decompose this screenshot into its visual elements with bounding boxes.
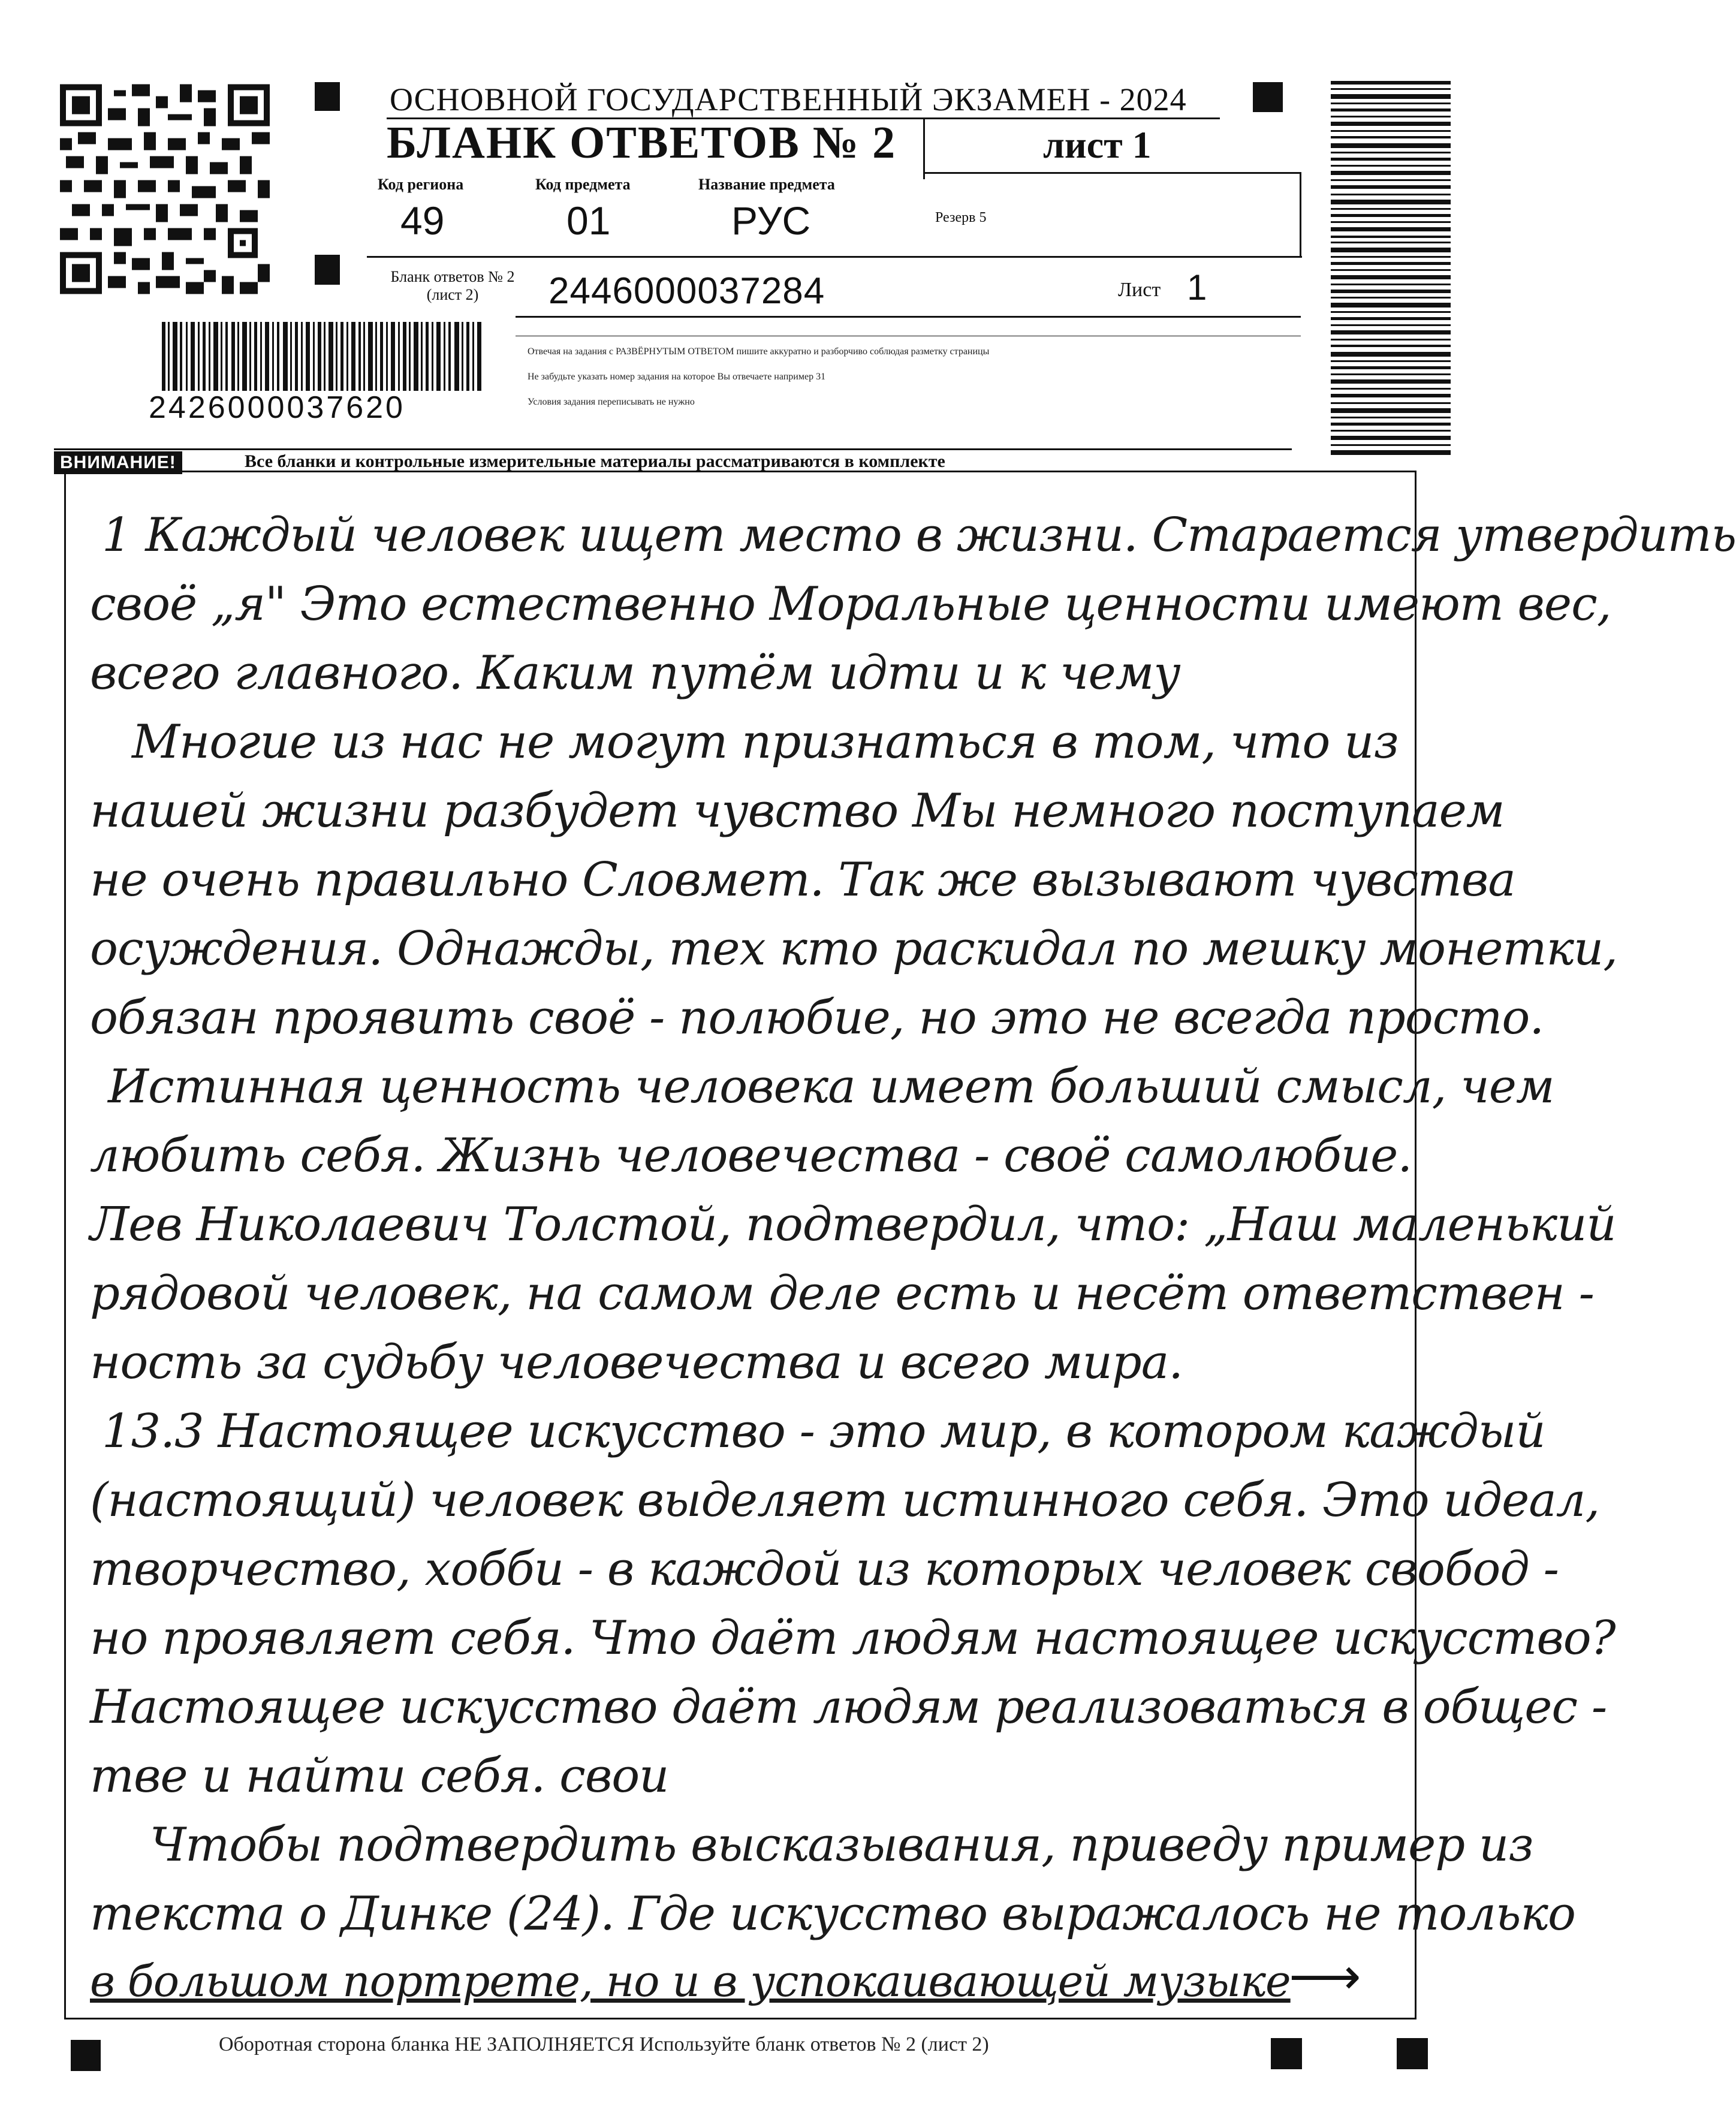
header-row-line xyxy=(367,256,1302,258)
blank-number: 2446000037284 xyxy=(548,270,825,312)
list-label: Лист xyxy=(1118,279,1161,301)
instruction-line-2: Не забудьте указать номер задания на которое Вы отвечаете например 31 xyxy=(528,372,826,382)
subject-name-label: Название предмета xyxy=(698,176,835,193)
answer-line-2: своё „я" Это естественно Моральные ценности имеют вес, xyxy=(90,577,1611,631)
answer-line-21: текста о Динке (24). Где искусство выражалось не только xyxy=(90,1887,1575,1941)
answer-line-9: Истинная ценность человека имеет больший смысл, чем xyxy=(108,1060,1554,1114)
barcode-left xyxy=(162,322,486,391)
header-divider-horizontal xyxy=(923,172,1301,174)
continue-arrow-icon: ⟶ xyxy=(1289,1947,1361,2006)
list-number: 1 xyxy=(1187,267,1207,308)
answer-line-10: любить себя. Жизнь человечества - своё самолюбие. xyxy=(90,1129,1412,1183)
answer-line-4: Многие из нас не могут признаться в том, что из xyxy=(132,715,1399,769)
answer-line-13: ность за судьбу человечества и всего мира. xyxy=(90,1336,1183,1389)
exam-title: ОСНОВНОЙ ГОСУДАРСТВЕННЫЙ ЭКЗАМЕН - 2024 xyxy=(390,82,1187,117)
answer-area xyxy=(64,471,1736,2019)
subject-name-value: РУС xyxy=(731,198,811,243)
answer-line-15: (настоящий) человек выделяет истинного себя. Это идеал, xyxy=(90,1473,1600,1527)
answer-line-5: нашей жизни разбудет чувство Мы немного поступаем xyxy=(90,784,1505,838)
answer-line-16: творчество, хобби - в каждой из которых человек свобод - xyxy=(90,1542,1559,1596)
region-code-label: Код региона xyxy=(378,176,464,193)
blank-number-underline xyxy=(516,316,1301,318)
attention-tag: ВНИМАНИЕ! xyxy=(54,451,182,474)
header-divider-vertical-2 xyxy=(1300,172,1301,256)
answer-line-12: рядовой человек, на самом деле есть и несёт ответствен - xyxy=(90,1267,1594,1321)
answer-line-20: Чтобы подтвердить высказывания, приведу пример из xyxy=(150,1818,1533,1872)
answer-line-6: не очень правильно Словмет. Так же вызывают чувства xyxy=(90,853,1515,907)
region-code-value: 49 xyxy=(400,198,445,243)
barcode-right xyxy=(1331,81,1451,459)
answer-line-11: Лев Николаевич Толстой, подтвердил, что: „Наш маленький xyxy=(90,1198,1616,1252)
registration-marker-bottom-right-2 xyxy=(1397,2038,1428,2069)
answer-line-1: 1 Каждый человек ищет место в жизни. Старается утвердить xyxy=(102,508,1736,562)
blank-title: БЛАНК ОТВЕТОВ № 2 xyxy=(387,117,897,168)
barcode-number: 2426000037620 xyxy=(149,390,405,425)
blank-number-label-line2: (лист 2) xyxy=(426,286,479,303)
subject-code-label: Код предмета xyxy=(535,176,631,193)
blank-number-label-line1: Бланк ответов № 2 xyxy=(390,268,515,285)
sheet-title: лист 1 xyxy=(1043,123,1152,166)
registration-marker-bottom-left xyxy=(71,2040,101,2071)
answer-line-7: осуждения. Однажды, тех кто раскидал по мешку монетки, xyxy=(90,922,1618,976)
registration-marker-top-right xyxy=(1253,82,1283,112)
answer-line-18: Настоящее искусство даёт людям реализоваться в общес - xyxy=(90,1680,1607,1734)
instruction-line-1: Отвечая на задания с РАЗВЁРНУТЫМ ОТВЕТОМ пишите аккуратно и разборчиво соблюдая разметку страницы xyxy=(528,346,990,357)
header-divider-vertical xyxy=(923,119,925,179)
instruction-line-3: Условия задания переписывать не нужно xyxy=(528,397,695,407)
registration-marker-bottom-right-1 xyxy=(1271,2038,1302,2069)
notice-underline xyxy=(54,448,1292,450)
registration-marker-mid-left xyxy=(315,255,340,285)
answer-line-8: обязан проявить своё - полюбие, но это не всегда просто. xyxy=(90,991,1544,1045)
answer-line-3: всего главного. Каким путём идти и к чему xyxy=(90,646,1180,700)
qr-code xyxy=(60,83,270,296)
answer-line-17: но проявляет себя. Что даёт людям настоящее искусство? xyxy=(90,1611,1616,1665)
answer-line-22: в большом портрете, но и в успокаивающей музыке xyxy=(90,1956,1291,2006)
footer-note: Оборотная сторона бланка НЕ ЗАПОЛНЯЕТСЯ Используйте бланк ответов № 2 (лист 2) xyxy=(219,2033,989,2055)
blank-number-label xyxy=(369,268,537,304)
answer-line-14: 13.3 Настоящее искусство - это мир, в котором каждый xyxy=(102,1404,1545,1458)
answer-line-19: тве и найти себя. свои xyxy=(90,1749,669,1803)
attention-text: Все бланки и контрольные измерительные материалы рассматриваются в комплекте xyxy=(245,451,945,471)
registration-marker-top-left xyxy=(315,82,340,111)
subject-code-value: 01 xyxy=(566,198,611,243)
reserve-label: Резерв 5 xyxy=(935,210,987,225)
